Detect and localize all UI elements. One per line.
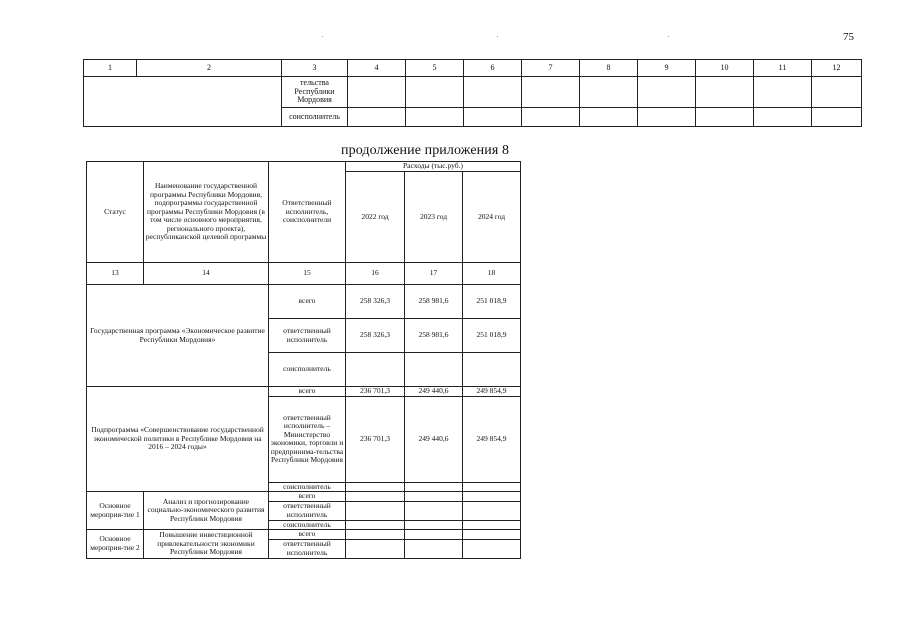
role-cell: ответственный исполнитель — [269, 539, 346, 558]
role-cell: соисполнитель — [269, 482, 346, 492]
main-table — [86, 161, 521, 559]
scan-speck — [322, 36, 323, 37]
role-cell: тельства Республики Мордовия — [282, 77, 348, 108]
column-number: 16 — [346, 263, 405, 285]
column-number: 18 — [463, 263, 521, 285]
value-cell: 249 854,9 — [463, 387, 521, 397]
table-row — [84, 77, 862, 108]
header-cell: 2 — [137, 60, 282, 77]
value-cell — [405, 353, 463, 387]
year-header: 2022 год — [346, 172, 405, 263]
header-cell: 10 — [696, 60, 754, 77]
role-cell: соисполнитель — [269, 353, 346, 387]
responsible-header: Ответственный исполнитель, соисполнители — [269, 162, 346, 263]
value-cell — [463, 482, 521, 492]
page-number: 75 — [843, 31, 854, 43]
role-cell: всего — [269, 530, 346, 540]
value-cell: 258 981,6 — [405, 319, 463, 353]
value-cell: 236 701,3 — [346, 396, 405, 482]
measure-name: Повышение инвестиционной привлекательности экономики Республики Мордовия — [144, 530, 269, 559]
value-cell — [346, 353, 405, 387]
expenses-header: Расходы (тыс.руб.) — [346, 162, 521, 172]
column-number: 14 — [144, 263, 269, 285]
value-cell — [405, 482, 463, 492]
header-cell: 12 — [812, 60, 862, 77]
header-cell: 7 — [522, 60, 580, 77]
value-cell: 251 018,9 — [463, 285, 521, 319]
header-cell: 1 — [84, 60, 137, 77]
header-cell: 11 — [754, 60, 812, 77]
header-cell: 4 — [348, 60, 406, 77]
column-number: 17 — [405, 263, 463, 285]
header-cell: 8 — [580, 60, 638, 77]
value-cell: 258 326,3 — [346, 285, 405, 319]
top-table-header-row — [84, 60, 862, 77]
header-cell: 9 — [638, 60, 696, 77]
role-cell: всего — [269, 492, 346, 502]
name-header: Наименование государственной программы Республики Мордовия, подпрограммы государственной программы Республики Мордовия (в том числе основного мероприятия, регионального проекта), республиканской целевой программы — [144, 162, 269, 263]
measure-name: Анализ и прогнозирование социально-экономического развития Республики Мордовия — [144, 492, 269, 530]
column-number-row — [87, 263, 521, 285]
value-cell: 236 701,3 — [346, 387, 405, 397]
value-cell: 249 440,6 — [405, 396, 463, 482]
status-header: Статус — [87, 162, 144, 263]
header-cell: 3 — [282, 60, 348, 77]
role-cell: всего — [269, 285, 346, 319]
year-header: 2024 год — [463, 172, 521, 263]
value-cell: 249 440,6 — [405, 387, 463, 397]
role-cell: соисполнитель — [282, 108, 348, 127]
table-row — [87, 492, 521, 502]
program-name: Государственная программа «Экономическое развитие Республики Мордовия» — [87, 285, 269, 387]
column-number: 15 — [269, 263, 346, 285]
scan-speck — [497, 36, 498, 37]
header-cell: 6 — [464, 60, 522, 77]
value-cell: 258 326,3 — [346, 319, 405, 353]
table-row — [87, 285, 521, 319]
value-cell — [463, 353, 521, 387]
header-row — [87, 162, 521, 172]
subprogram-name: Подпрограмма «Совершенствование государственной экономической политики в Республике Мордовия на 2016 – 2024 годы» — [87, 387, 269, 492]
empty-cell — [84, 77, 282, 127]
value-cell: 251 018,9 — [463, 319, 521, 353]
role-cell: всего — [269, 387, 346, 397]
role-cell: ответственный исполнитель — [269, 501, 346, 520]
column-number: 13 — [87, 263, 144, 285]
role-cell: ответственный исполнитель — [269, 319, 346, 353]
header-cell: 5 — [406, 60, 464, 77]
table-row — [87, 530, 521, 540]
value-cell — [346, 482, 405, 492]
value-cell: 258 981,6 — [405, 285, 463, 319]
measure-status: Основное мероприя-тие 2 — [87, 530, 144, 559]
role-cell: ответственный исполнитель – Министерство экономики, торговли и предпринима-тельства Республики Мордовия — [269, 396, 346, 482]
role-cell: соисполнитель — [269, 520, 346, 530]
value-cell: 249 854,9 — [463, 396, 521, 482]
table-row — [87, 387, 521, 397]
measure-status: Основное мероприя-тие 1 — [87, 492, 144, 530]
top-table — [83, 59, 862, 127]
scan-speck — [668, 36, 669, 37]
appendix-caption: продолжение приложения 8 — [341, 143, 510, 158]
year-header: 2023 год — [405, 172, 463, 263]
